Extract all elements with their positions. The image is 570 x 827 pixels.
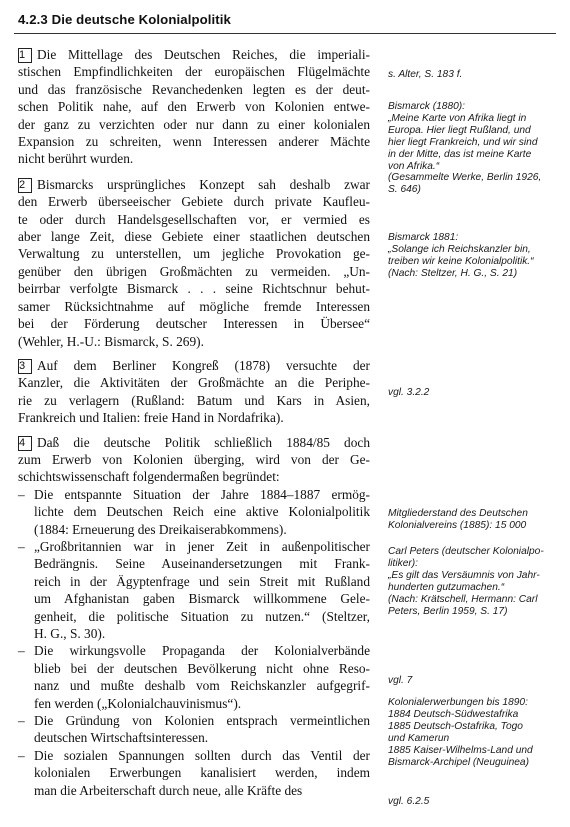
line-text: Daß die deutsche Politik schließlich 1884/85 doch bbox=[37, 434, 370, 450]
text-line bbox=[34, 538, 370, 555]
list-item bbox=[18, 747, 370, 799]
text-line bbox=[34, 729, 370, 746]
text-line bbox=[18, 245, 370, 262]
margin-note-line: Carl Peters (deutscher Kolonialpo- bbox=[388, 546, 544, 557]
margin-note-line: (Nach: Krätschell, Hermann: Carl bbox=[388, 593, 538, 605]
line-text: genheit, die politische Situation zu nutzen.“ (Steltzer, bbox=[34, 608, 370, 624]
text-line bbox=[34, 625, 370, 642]
paragraph-number-box: 2 bbox=[18, 178, 32, 193]
margin-note bbox=[388, 546, 544, 617]
margin-note-line: s. Alter, S. 183 f. bbox=[388, 69, 463, 80]
text-line bbox=[18, 228, 370, 245]
line-text: beirrbar verfolgte Bismarck . . . seine Richtschnur behut- bbox=[18, 281, 370, 297]
margin-note-line: Mitgliederstand des Deutschen bbox=[388, 508, 528, 519]
line-text: Kanzler, die Aktivitäten der Großmächte an die Periphe- bbox=[18, 375, 370, 391]
text-line bbox=[18, 451, 370, 468]
margin-note-line: und Kamerun bbox=[388, 732, 450, 744]
margin-note bbox=[388, 387, 429, 399]
text-line bbox=[34, 521, 370, 538]
line-text: genüber den übrigen Großmächten zu vermeiden. „Un- bbox=[18, 263, 370, 279]
line-text: Die entspannte Situation der Jahre 1884–1887 ermög- bbox=[34, 486, 370, 502]
line-text: nicht berührt wurden. bbox=[18, 151, 134, 167]
line-text: samer Rücksichtnahme auf mögliche fremde Interessen bbox=[18, 298, 370, 314]
line-text: Auf dem Berliner Kongreß (1878) versuchte der bbox=[37, 357, 370, 373]
line-text: den Erwerb überseeischer Gebiete durch private Kaufleu- bbox=[18, 194, 370, 210]
line-text: Die Mittellage des Deutschen Reiches, die imperiali- bbox=[37, 47, 370, 62]
text-line bbox=[34, 782, 370, 799]
line-text: schichtswissenschaft folgendermaßen begründet: bbox=[18, 469, 280, 485]
margin-note bbox=[388, 697, 533, 768]
line-text: nanz und mußte deshalb vom Reichskanzler aufgegrif- bbox=[34, 678, 370, 694]
list-item bbox=[18, 642, 370, 712]
margin-note-line: von Afrika.“ bbox=[388, 160, 440, 172]
line-text: Bedrängnis. Seine Auseinandersetzungen mit Frank- bbox=[34, 556, 370, 572]
section-heading: 4.2.3 Die deutsche Kolonialpolitik bbox=[18, 12, 231, 27]
text-line bbox=[18, 333, 370, 350]
line-text: schen Politik nahe, auf den Erwerb von Kolonien entwe- bbox=[18, 99, 370, 115]
margin-note-line: vgl. 6.2.5 bbox=[388, 796, 430, 807]
line-text: kolonialen Erwerbungen kanalisiert werden, indem bbox=[34, 765, 370, 781]
text-line bbox=[18, 176, 370, 193]
margin-note bbox=[388, 675, 412, 687]
margin-note-line: 1884 Deutsch-Südwestafrika bbox=[388, 708, 519, 720]
text-line bbox=[18, 46, 370, 63]
line-text: stischen Empfindlichkeiten der europäischen Flügelmächte bbox=[18, 64, 370, 80]
text-line bbox=[18, 116, 370, 133]
paragraph-number-box: 1 bbox=[18, 48, 32, 63]
line-text: man die Arbeiterschaft durch neue, alle Kräfte des bbox=[34, 782, 303, 798]
text-line bbox=[18, 468, 370, 485]
line-text: te oder durch Handelsgesellschaften vor, er vermied es bbox=[18, 211, 370, 227]
margin-note-line: hier liegt Frankreich, und wir sind bbox=[388, 136, 538, 148]
text-line bbox=[18, 315, 370, 332]
margin-note-line: „Es gilt das Versäumnis von Jahr- bbox=[388, 569, 540, 581]
text-line bbox=[18, 392, 370, 409]
list-item bbox=[18, 486, 370, 538]
text-line bbox=[18, 150, 370, 167]
margin-note-line: „Meine Karte von Afrika liegt in bbox=[388, 112, 527, 124]
line-text: (1884: Erneuerung des Dreikaiserabkommens). bbox=[34, 521, 287, 537]
text-line bbox=[34, 486, 370, 503]
line-text: der ganz zu verzichten oder nur dann zu einer kolonialen bbox=[18, 116, 370, 132]
text-line bbox=[18, 98, 370, 115]
text-line bbox=[34, 503, 370, 520]
margin-note-line: S. 646) bbox=[388, 184, 421, 196]
margin-note-line: Bismarck (1880): bbox=[388, 101, 465, 112]
heading-divider bbox=[14, 33, 556, 34]
margin-note-line: in der Mitte, das ist meine Karte bbox=[388, 148, 532, 160]
text-line bbox=[34, 590, 370, 607]
line-text: Expansion zu schreiten, wenn Interessen anderer Mächte bbox=[18, 134, 370, 150]
list-item bbox=[18, 538, 370, 642]
text-line bbox=[18, 133, 370, 150]
margin-note-line: Kolonialerwerbungen bis 1890: bbox=[388, 697, 528, 708]
margin-note-line: (Nach: Steltzer, H. G., S. 21) bbox=[388, 267, 518, 279]
text-line bbox=[18, 211, 370, 228]
paragraph-number-box: 4 bbox=[18, 436, 32, 451]
paragraph-3 bbox=[18, 357, 370, 427]
text-line bbox=[34, 764, 370, 781]
margin-note-line: Europa. Hier liegt Rußland, und bbox=[388, 124, 531, 136]
margin-note-line: (Gesammelte Werke, Berlin 1926, bbox=[388, 172, 542, 184]
margin-note-line: vgl. 7 bbox=[388, 675, 413, 686]
text-line bbox=[18, 63, 370, 80]
margin-note-line: Bismarck 1881: bbox=[388, 232, 459, 243]
line-text: bei der Förderung deutscher Interessen in Übersee“ bbox=[18, 316, 370, 332]
margin-note-line: Bismarck-Archipel (Neuguinea) bbox=[388, 756, 529, 768]
text-line bbox=[18, 298, 370, 315]
text-line bbox=[34, 660, 370, 677]
main-text-column bbox=[18, 46, 370, 805]
margin-note-line: treiben wir keine Kolonialpolitik.“ bbox=[388, 255, 534, 267]
dash-bullet: – bbox=[18, 486, 25, 502]
margin-note bbox=[388, 69, 462, 81]
line-text: „Großbritannien war in jener Zeit in außenpolitischer bbox=[34, 538, 370, 554]
text-line bbox=[18, 81, 370, 98]
margin-note bbox=[388, 508, 528, 532]
dash-bullet: – bbox=[18, 713, 25, 729]
paragraph-2 bbox=[18, 176, 370, 350]
line-text: blieb bei der deutschen Bevölkerung nicht ohne Reso- bbox=[34, 660, 370, 676]
line-text: Verwaltung zu unterstellen, um jegliche Provokation ge- bbox=[18, 246, 370, 262]
margin-note-line: „Solange ich Reichskanzler bin, bbox=[388, 243, 531, 255]
line-text: Frankreich und Italien: freie Hand in Nordafrika). bbox=[18, 410, 284, 426]
line-text: um Afghanistan gaben Bismarck willkommene Gele- bbox=[34, 591, 370, 607]
dash-bullet: – bbox=[18, 643, 25, 659]
text-line bbox=[34, 608, 370, 625]
line-text: Die wirkungsvolle Propaganda der Kolonialverbände bbox=[34, 643, 370, 659]
line-text: rie zu verlagern (Rußland: Batum und Kars in Asien, bbox=[18, 392, 370, 408]
line-text: Bismarcks ursprüngliches Konzept sah deshalb zwar bbox=[37, 176, 370, 192]
text-line bbox=[34, 695, 370, 712]
margin-note bbox=[388, 796, 429, 808]
text-line bbox=[18, 434, 370, 451]
line-text: Die sozialen Spannungen sollten durch das Ventil der bbox=[34, 747, 370, 763]
line-text: und das französische Revanchedenken legten es der deut- bbox=[18, 81, 370, 97]
text-line bbox=[18, 193, 370, 210]
line-text: fen werden („Kolonialchauvinismus“). bbox=[34, 695, 242, 711]
margin-note-line: 1885 Deutsch-Ostafrika, Togo bbox=[388, 720, 523, 732]
paragraph-number-box: 3 bbox=[18, 359, 32, 374]
line-text: lichte dem Deutschen Reich eine aktive Kolonialpolitik bbox=[34, 504, 370, 520]
text-line bbox=[34, 747, 370, 764]
text-line bbox=[18, 374, 370, 391]
margin-note-line: hunderten gutzumachen.“ bbox=[388, 581, 505, 593]
margin-note-line: Peters, Berlin 1959, S. 17) bbox=[388, 605, 508, 617]
text-line bbox=[34, 642, 370, 659]
line-text: H. G., S. 30). bbox=[34, 626, 106, 641]
list-item bbox=[18, 712, 370, 747]
paragraph-1 bbox=[18, 46, 370, 168]
margin-note bbox=[388, 101, 541, 196]
line-text: zum Erwerb von Kolonien überging, wird von der Ge- bbox=[18, 451, 370, 467]
text-line bbox=[18, 357, 370, 374]
line-text: reich in der Ägyptenfrage und sein Streit mit Rußland bbox=[34, 573, 370, 589]
line-text: deutschen Wirtschaftsinteressen. bbox=[34, 730, 209, 746]
text-line bbox=[18, 409, 370, 426]
dash-bullet: – bbox=[18, 747, 25, 763]
text-line bbox=[34, 677, 370, 694]
line-text: (Wehler, H.-U.: Bismarck, S. 269). bbox=[18, 333, 204, 349]
margin-note bbox=[388, 232, 534, 280]
text-line bbox=[18, 263, 370, 280]
text-line bbox=[18, 280, 370, 297]
margin-note-line: 1885 Kaiser-Wilhelms-Land und bbox=[388, 744, 533, 756]
text-line bbox=[34, 555, 370, 572]
margin-note-line: litiker): bbox=[388, 557, 418, 569]
text-line bbox=[34, 712, 370, 729]
line-text: aber lange Zeit, diese Gebiete einer staatlichen deutschen bbox=[18, 229, 370, 245]
dash-bullet: – bbox=[18, 538, 25, 554]
margin-note-line: vgl. 3.2.2 bbox=[388, 387, 430, 398]
paragraph-4 bbox=[18, 434, 370, 800]
line-text: Die Gründung von Kolonien entsprach vermeintlichen bbox=[34, 713, 370, 729]
text-line bbox=[34, 573, 370, 590]
margin-note-line: Kolonialvereins (1885): 15 000 bbox=[388, 519, 527, 531]
